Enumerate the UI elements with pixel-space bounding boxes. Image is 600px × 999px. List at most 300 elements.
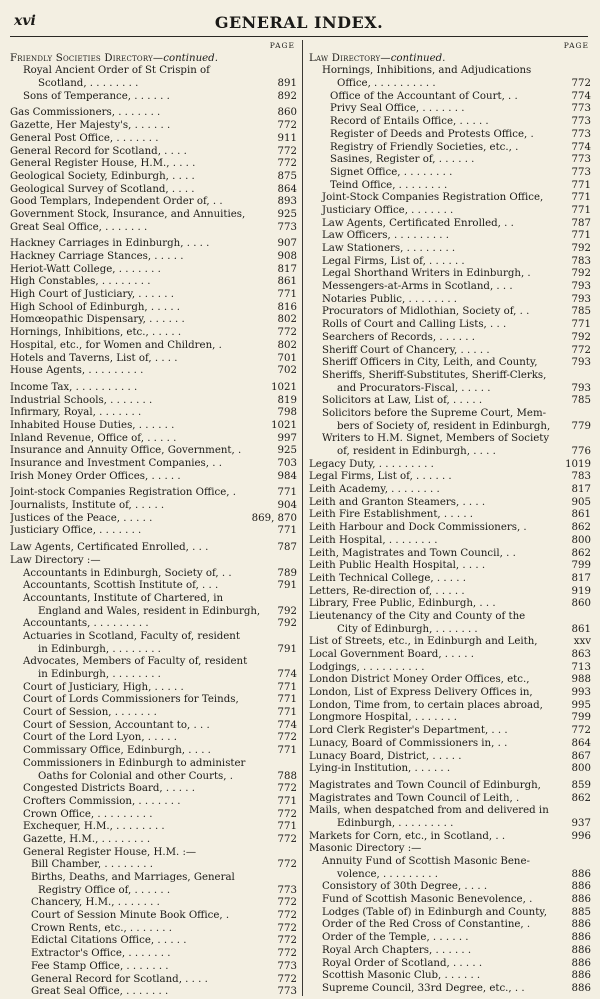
entry-text: Joint-Stock Companies Registration Office, [322, 192, 544, 204]
entry-page-number: 771 [277, 795, 297, 807]
index-entry [309, 687, 591, 700]
entry-page-number: 1019 [565, 458, 591, 470]
entry-page-number: 793 [571, 382, 591, 394]
entry-text: Friendly Societies Directory— [10, 52, 164, 64]
entry-text: High School of Edinburgh, . . . . . [10, 301, 181, 313]
index-entry [309, 345, 591, 358]
entry-page-number: 789 [277, 567, 297, 579]
index-entry [10, 276, 297, 289]
index-entry [10, 935, 297, 948]
index-entry [309, 843, 591, 856]
index-entry [10, 948, 297, 961]
index-entry [10, 910, 297, 923]
entry-page-number: 996 [571, 830, 591, 842]
entry-text: Royal Order of Scotland, . . . . . [322, 957, 483, 969]
index-entry [309, 958, 591, 971]
entry-text: General Register House, H.M. :— [23, 846, 197, 858]
entry-page-number: 891 [277, 78, 297, 90]
entry-page-number: 800 [571, 534, 591, 546]
index-entry [309, 268, 591, 281]
entry-page-number: 886 [571, 932, 591, 944]
entry-page-number: 802 [277, 314, 297, 326]
index-entry [10, 395, 297, 408]
entry-page-number: 904 [277, 500, 297, 512]
index-entry [10, 65, 297, 78]
entry-text: Justices of the Peace, . . . . . [10, 512, 153, 524]
entry-text: Library, Free Public, Edinburgh, . . . [309, 598, 496, 610]
entry-page-number: 792 [277, 605, 297, 617]
index-entry [309, 408, 591, 421]
entry-page-number: 772 [277, 833, 297, 845]
entry-page-number: xxv [573, 636, 591, 648]
entry-text: Gas Commissioners, . . . . . . . [10, 107, 161, 119]
entry-page-number: 861 [277, 276, 297, 288]
index-entry [309, 649, 591, 662]
entry-text: Hornings, Inhibitions, etc., . . . . . [10, 327, 182, 339]
entry-page-number: 772 [277, 948, 297, 960]
entry-page-number: 995 [571, 699, 591, 711]
index-entry [309, 586, 591, 599]
index-entry [309, 446, 591, 459]
index-entry [10, 618, 297, 631]
entry-page-number: 772 [571, 344, 591, 356]
page-number: xvi [14, 13, 36, 29]
page-header [10, 12, 588, 37]
entry-text: Rolls of Court and Calling Lists, . . . [322, 319, 507, 331]
entry-text: Local Government Board, . . . . . [309, 649, 474, 660]
index-entry [10, 568, 297, 581]
index-entry [309, 780, 591, 793]
entry-text: Industrial Schools, . . . . . . . [10, 394, 153, 406]
entry-text: Law Directory— [309, 52, 391, 64]
entry-text: Lodges (Table of) in Edinburgh and County, [322, 906, 547, 918]
index-entry [309, 370, 591, 383]
index-entry [10, 146, 297, 159]
entry-text: House Agents, . . . . . . . . . [10, 365, 144, 377]
entry-text: Teind Office, . . . . . . . . [330, 179, 448, 191]
index-entry [10, 209, 297, 222]
index-entry [10, 382, 297, 395]
index-entry [309, 103, 591, 116]
entry-page-number: 772 [277, 783, 297, 795]
entry-text: Order of the Red Cross of Constantine, . [322, 919, 531, 931]
entry-text: Geological Society, Edinburgh, . . . . [10, 170, 195, 182]
index-entry [10, 107, 297, 120]
entry-text: Fund of Scottish Masonic Benevolence, . [322, 894, 533, 906]
entry-page-number: 886 [571, 944, 591, 956]
entry-text: Registry of Friendly Societies, etc., . [330, 141, 519, 153]
entry-text: Office of the Accountant of Court, . . [330, 90, 518, 102]
index-entry [10, 302, 297, 315]
index-entry [309, 205, 591, 218]
entry-page-number: 771 [277, 707, 297, 719]
index-entry [10, 745, 297, 758]
entry-text: Edictal Citations Office, . . . . . [31, 935, 187, 947]
index-entry [309, 856, 591, 869]
entry-page-number: 1021 [271, 419, 297, 431]
entry-page-number: 905 [571, 496, 591, 508]
entry-page-number: 773 [571, 166, 591, 178]
entry-text: Consistory of 30th Degree, . . . . [322, 881, 488, 893]
index-entry [309, 180, 591, 193]
entry-page-number: 773 [571, 154, 591, 166]
entry-page-number: 860 [571, 598, 591, 610]
index-entry [10, 974, 297, 987]
index-entry [10, 487, 297, 500]
index-entry [10, 289, 297, 302]
entry-text: Solicitors at Law, List of, . . . . . [322, 395, 483, 407]
entry-page-number: 771 [571, 319, 591, 331]
entry-text: City of Edinburgh, . . . . . . . [337, 623, 478, 635]
entry-text: in Edinburgh, . . . . . . . . [38, 669, 161, 680]
index-entry [10, 91, 297, 104]
entry-page-number: 772 [277, 973, 297, 985]
index-entry [309, 805, 591, 818]
index-entry [10, 445, 297, 458]
entry-text: Extractor's Office, . . . . . . . [31, 948, 171, 960]
entry-page-number: 885 [571, 906, 591, 918]
entry-page-number: 771 [277, 681, 297, 693]
entry-page-number: 800 [571, 763, 591, 775]
entry-page-number: 773 [277, 884, 297, 896]
index-entry [309, 218, 591, 231]
entry-text: Court of Session, Accountant to, . . . [23, 719, 210, 731]
entry-page-number: 772 [571, 78, 591, 90]
entry-page-number: 816 [277, 301, 297, 313]
entry-text: England and Wales, resident in Edinburgh, [38, 605, 261, 617]
entry-text: Bill Chamber, . . . . . . . . [31, 859, 153, 871]
entry-text: Sasines, Register of, . . . . . . [330, 154, 475, 166]
entry-page-number: 771 [571, 204, 591, 216]
index-entry [10, 897, 297, 910]
index-entry [10, 53, 297, 66]
index-entry [309, 497, 591, 510]
entry-page-number: 859 [571, 779, 591, 791]
entry-text: Leith, Magistrates and Town Council, . . [309, 547, 516, 559]
index-entry [309, 78, 591, 91]
entry-page-number: 792 [571, 331, 591, 343]
index-entry [309, 471, 591, 484]
entry-text: Accountants, . . . . . . . . . [23, 618, 149, 630]
entry-text: Scotland, . . . . . . . . [38, 78, 139, 90]
entry-page-number: 773 [277, 221, 297, 233]
entry-page-number: 774 [277, 669, 297, 680]
entry-text: and Procurators-Fiscal, . . . . . [337, 382, 491, 394]
entry-text: Legal Shorthand Writers in Edinburgh, . [322, 268, 531, 280]
entry-page-number: 793 [571, 357, 591, 369]
entry-text: Leith Hospital, . . . . . . . . [309, 534, 438, 546]
entry-text: Office, . . . . . . . . . . [337, 78, 436, 90]
entry-text: Leith Harbour and Dock Commissioners, . [309, 522, 527, 534]
entry-text: Chancery, H.M., . . . . . . . [31, 897, 160, 909]
index-entry [309, 751, 591, 764]
index-entry [309, 459, 591, 472]
entry-text: Law Officers, . . . . . . . . . [322, 230, 450, 242]
entry-text: Annuity Fund of Scottish Masonic Bene- [322, 856, 530, 867]
entry-page-number: 799 [571, 560, 591, 572]
entry-text: Heriot-Watt College, . . . . . . . [10, 263, 161, 275]
index-entry [10, 644, 297, 657]
index-entry [10, 171, 297, 184]
index-entry [10, 555, 297, 568]
entry-text: Great Seal Office, . . . . . . . [31, 986, 169, 998]
entry-page-number: 863 [571, 649, 591, 660]
index-entry [309, 129, 591, 142]
index-entry [10, 196, 297, 209]
entry-text: Gazette, Her Majesty's, . . . . . . [10, 120, 171, 132]
entry-text: Royal Arch Chapters, . . . . . . [322, 944, 472, 956]
entry-text: Magistrates and Town Council of Leith, . [309, 792, 520, 804]
entry-page-number: 772 [277, 732, 297, 744]
entry-text: Court of the Lord Lyon, . . . . . [23, 732, 177, 744]
entry-text: Good Templars, Independent Order of, . . [10, 196, 223, 208]
index-entry [309, 712, 591, 725]
entry-page-number: 779 [571, 420, 591, 432]
entry-text: Births, Deaths, and Marriages, General [31, 872, 235, 883]
index-entry [10, 872, 297, 885]
entry-page-number: 772 [277, 859, 297, 871]
entry-page-number: 937 [571, 817, 591, 829]
continued-note: continued. [163, 52, 218, 64]
index-entry [309, 535, 591, 548]
entry-text: Supreme Council, 33rd Degree, etc., . . [322, 982, 525, 994]
entry-page-number: 886 [571, 881, 591, 893]
index-entry [309, 763, 591, 776]
entry-text: Justiciary Office, . . . . . . . [322, 204, 454, 216]
entry-page-number: 817 [571, 572, 591, 584]
index-entry [309, 636, 591, 649]
index-entry [309, 357, 591, 370]
entry-page-number: 774 [277, 719, 297, 731]
entry-text: Royal Ancient Order of St Crispin of [23, 65, 210, 77]
entry-page-number: 783 [571, 471, 591, 483]
index-entry [10, 471, 297, 484]
index-entry [309, 306, 591, 319]
entry-text: General Register House, H.M., . . . . [10, 158, 196, 170]
entry-page-number: 817 [277, 263, 297, 275]
page-title: GENERAL INDEX. [214, 13, 384, 32]
index-entry [309, 167, 591, 180]
entry-page-number: 925 [277, 445, 297, 457]
entry-page-number: 772 [277, 910, 297, 922]
entry-page-number: 908 [277, 251, 297, 262]
entry-text: Notaries Public, . . . . . . . . [322, 293, 458, 305]
entry-page-number: 862 [571, 792, 591, 804]
index-entry [309, 256, 591, 269]
index-entry [10, 542, 297, 555]
entry-text: General Post Office, . . . . . . . [10, 132, 159, 144]
entry-text: Messengers-at-Arms in Scotland, . . . [322, 281, 513, 293]
index-entry [309, 738, 591, 751]
entry-text: Magistrates and Town Council of Edinburgh, [309, 779, 541, 791]
entry-text: of, resident in Edinburgh, . . . . [337, 446, 496, 457]
entry-page-number: 771 [277, 694, 297, 706]
entry-text: Writers to H.M. Signet, Members of Society [322, 433, 550, 445]
index-entry [309, 142, 591, 155]
index-entry [10, 809, 297, 822]
index-entry [309, 831, 591, 844]
index-entry [309, 230, 591, 243]
index-entry [309, 919, 591, 932]
entry-text: Leith Academy, . . . . . . . . [309, 484, 440, 496]
index-entry [309, 433, 591, 446]
entry-text: Leith Fire Establishment, . . . . . [309, 509, 474, 521]
entry-text: Leith and Granton Steamers, . . . . [309, 496, 486, 508]
entry-page-number: 773 [571, 116, 591, 128]
entry-page-number: 925 [277, 208, 297, 220]
index-entry [10, 682, 297, 695]
entry-text: Leith Public Health Hospital, . . . . [309, 560, 486, 572]
index-entry [309, 793, 591, 806]
entry-text: Markets for Corn, etc., in Scotland, . . [309, 830, 506, 842]
entry-page-number: 819 [277, 394, 297, 406]
entry-page-number: 862 [571, 522, 591, 534]
entry-page-number: 984 [277, 470, 297, 482]
index-entry [10, 631, 297, 644]
entry-text: Commissioners in Edinburgh to administer [23, 757, 246, 769]
entry-text: Sheriffs, Sheriff-Substitutes, Sheriff-Clerks, [322, 369, 547, 381]
entry-text: Court of Lords Commissioners for Teinds, [23, 694, 239, 706]
index-entry [309, 983, 591, 996]
index-entry [309, 294, 591, 307]
page-column-label: PAGE [269, 41, 295, 50]
entry-text: Legal Firms, List of, . . . . . . [309, 471, 452, 483]
entry-page-number: 788 [277, 770, 297, 782]
entry-page-number: 893 [277, 196, 297, 208]
entry-page-number: 771 [571, 179, 591, 191]
entry-page-number: 771 [277, 525, 297, 537]
entry-text: Crown Office, . . . . . . . . . [23, 808, 153, 820]
entry-page-number: 772 [277, 808, 297, 820]
entry-page-number: 771 [277, 487, 297, 499]
entry-text: Hackney Carriages in Edinburgh, . . . . [10, 238, 210, 250]
entry-text: Oaths for Colonial and other Courts, . [38, 770, 233, 782]
entry-page-number: 792 [277, 618, 297, 630]
entry-text: Signet Office, . . . . . . . . [330, 166, 453, 178]
index-entry [309, 674, 591, 687]
entry-page-number: 771 [277, 821, 297, 833]
entry-text: General Record for Scotland, . . . . [10, 145, 187, 157]
entry-text: bers of Society of, resident in Edinburgh, [337, 420, 551, 432]
entry-text: Journalists, Institute of, . . . . . [10, 500, 165, 512]
entry-text: Income Tax, . . . . . . . . . . [10, 381, 138, 393]
entry-page-number: 783 [571, 255, 591, 267]
entry-text: Registry Office of, . . . . . . [38, 884, 171, 896]
index-entry [10, 184, 297, 197]
index-entry [10, 500, 297, 513]
entry-text: Accountants, Institute of Chartered, in [23, 592, 224, 604]
entry-page-number: 867 [571, 750, 591, 762]
index-entry [10, 771, 297, 784]
entry-text: Law Directory :— [10, 554, 101, 566]
index-entry [10, 513, 297, 526]
entry-page-number: 773 [277, 986, 297, 998]
continued-note: continued. [390, 52, 446, 64]
entry-text: Hornings, Inhibitions, and Adjudications [322, 65, 532, 77]
index-column-right [302, 40, 591, 996]
entry-page-number: 792 [571, 243, 591, 254]
entry-text: London District Money Order Offices, etc., [309, 674, 530, 686]
index-entry [10, 707, 297, 720]
entry-text: Legal Firms, List of, . . . . . . [322, 255, 465, 267]
entry-text: Lodgings, . . . . . . . . . . [309, 661, 425, 673]
entry-text: Letters, Re-direction of, . . . . . [309, 585, 465, 597]
entry-page-number: 713 [571, 661, 591, 673]
entry-page-number: 771 [571, 230, 591, 242]
entry-page-number: 861 [571, 509, 591, 521]
entry-page-number: 774 [571, 90, 591, 102]
entry-page-number: 997 [277, 432, 297, 444]
index-entry [309, 611, 591, 624]
entry-text: Privy Seal Office, . . . . . . . [330, 103, 465, 115]
entry-text: Fee Stamp Office, . . . . . . . [31, 960, 169, 972]
index-entry [309, 881, 591, 894]
index-entry [309, 91, 591, 104]
index-entry [10, 353, 297, 366]
entry-text: Masonic Directory :— [309, 843, 422, 855]
entry-text: Infirmary, Royal, . . . . . . . [10, 407, 142, 419]
index-entry [309, 662, 591, 675]
entry-text: London, List of Express Delivery Offices in, [309, 687, 533, 699]
entry-page-number: 772 [277, 897, 297, 909]
index-entry [309, 484, 591, 497]
entry-text: Accountants, Scottish Institute of, . . . [23, 580, 219, 592]
index-entry [10, 78, 297, 91]
entry-page-number: 791 [277, 643, 297, 655]
entry-text: Crown Rents, etc., . . . . . . . [31, 922, 173, 934]
entry-text: Irish Money Order Offices, . . . . . [10, 470, 181, 482]
entry-page-number: 785 [571, 395, 591, 407]
entry-page-number: 869, 870 [251, 512, 297, 524]
entry-page-number: 772 [277, 935, 297, 947]
entry-text: Inhabited House Duties, . . . . . . [10, 419, 175, 431]
entry-text: Leith Technical College, . . . . . [309, 572, 466, 584]
index-entry [10, 407, 297, 420]
index-entry [309, 154, 591, 167]
entry-text: Insurance and Annuity Office, Government, . [10, 445, 242, 457]
entry-text: Homœopathic Dispensary, . . . . . . [10, 314, 185, 326]
index-entry [309, 116, 591, 129]
index-entry [10, 796, 297, 809]
index-entry [309, 281, 591, 294]
index-entry [10, 593, 297, 606]
entry-page-number: 864 [571, 737, 591, 749]
entry-page-number: 861 [571, 623, 591, 635]
entry-page-number: 703 [277, 458, 297, 469]
entry-page-number: 772 [277, 922, 297, 934]
entry-text: Lying-in Institution, . . . . . . [309, 763, 451, 775]
index-entry [309, 53, 591, 66]
entry-text: Law Agents, Certificated Enrolled, . . [322, 217, 514, 229]
entry-page-number: 793 [571, 293, 591, 305]
index-entry [309, 421, 591, 434]
entry-page-number: 886 [571, 957, 591, 969]
entry-text: volence, . . . . . . . . . [337, 868, 438, 880]
entry-text: Court of Session Minute Book Office, . [31, 910, 230, 922]
index-entry [10, 821, 297, 834]
entry-page-number: 993 [571, 687, 591, 699]
entry-page-number: 772 [277, 145, 297, 157]
entry-page-number: 907 [277, 238, 297, 250]
entry-page-number: 791 [277, 580, 297, 592]
entry-text: Sheriff Court of Chancery, . . . . . [322, 344, 490, 356]
entry-page-number: 875 [277, 170, 297, 182]
index-entry [309, 907, 591, 920]
entry-text: Lord Clerk Register's Department, . . . [309, 725, 508, 737]
index-entry [10, 834, 297, 847]
entry-page-number: 1021 [271, 381, 297, 393]
entry-text: Inland Revenue, Office of, . . . . . [10, 432, 177, 444]
